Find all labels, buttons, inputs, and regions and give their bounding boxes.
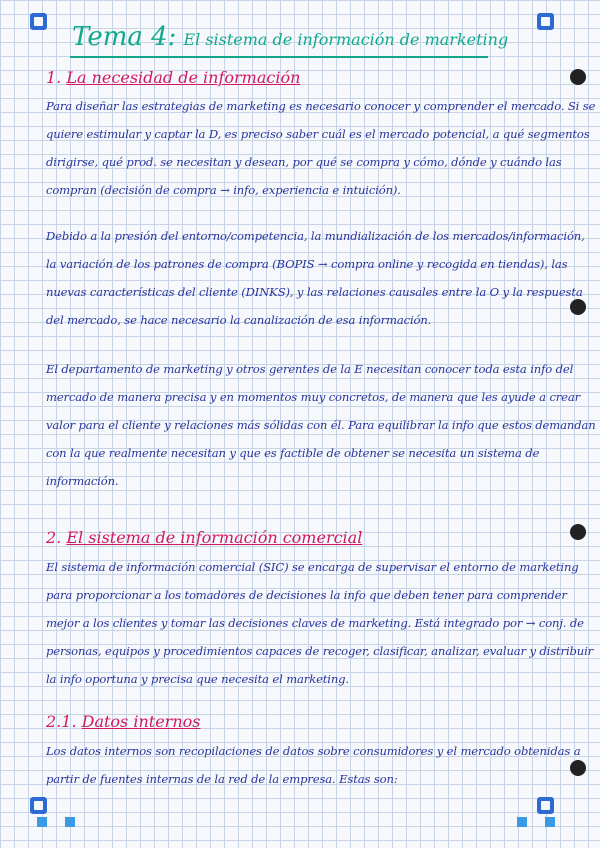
section-number: 2. [46, 528, 62, 547]
section-title: Datos internos [81, 712, 201, 731]
paragraph: Los datos internos son recopilaciones de datos sobre consumidores y el mercado obtenidas a partir de fuentes internas de la red de la empresa. Estas son: [46, 744, 581, 786]
margin-mark [545, 817, 555, 827]
section-number: 2.1. [46, 712, 77, 731]
title-number: Tema 4: [72, 22, 177, 52]
paragraph: El sistema de información comercial (SIC) se encarga de supervisar el entorno de marketing para proporcionar a los tomadores de decisiones la info que deben tener para comprender mejor a los clientes y tomar las decisiones claves de marketing. Está integrado por → conj. de personas, equipos y procedimientos capaces de recoger, clasificar, analizar, evaluar y distribuir la info oportuna y precisa que necesita el marketing. [46, 560, 594, 686]
margin-mark [517, 817, 527, 827]
corner-bracket-icon [537, 797, 554, 814]
corner-bracket-icon [30, 13, 47, 30]
corner-bracket-icon [30, 797, 47, 814]
section-heading-2 [46, 528, 362, 547]
page-title [72, 22, 508, 52]
section-number: 1. [46, 68, 62, 87]
punch-hole [570, 524, 586, 540]
section-heading-1 [46, 68, 300, 87]
paragraph: Debido a la presión del entorno/competencia, la mundialización de los mercados/información, la variación de los patrones de compra (BOPIS → compra online y recogida en tiendas), las nuevas características del cliente (DINKS), y las relaciones causales entre la O y la respuesta del mercado, se hace necesario la canalización de esa información. [46, 229, 585, 327]
margin-mark [37, 817, 47, 827]
title-underline [70, 56, 488, 58]
section-heading-3 [46, 712, 200, 731]
section-title: La necesidad de información [66, 68, 301, 87]
margin-mark [65, 817, 75, 827]
title-text: El sistema de información de marketing [183, 30, 509, 49]
paragraph: Para diseñar las estrategias de marketing es necesario conocer y comprender el mercado. Si se quiere estimular y captar la D, es preciso saber cuál es el mercado potencial, a qué segmentos dirigirse, qué prod. se necesitan y desean, por qué se compra y cómo, dónde y cuándo las compran (decisión de compra → info, experiencia e intuición). [46, 99, 596, 197]
punch-hole [570, 69, 586, 85]
corner-bracket-icon [537, 13, 554, 30]
section-title: El sistema de información comercial [66, 528, 363, 547]
paragraph: El departamento de marketing y otros gerentes de la E necesitan conocer toda esta info del mercado de manera precisa y en momentos muy concretos, de manera que les ayude a crear valor para el cliente y relaciones más sólidas con él. Para equilibrar la info que estos demandan con la que realmente necesitan y que es factible de obtener se necesita un sistema de información. [46, 362, 596, 488]
